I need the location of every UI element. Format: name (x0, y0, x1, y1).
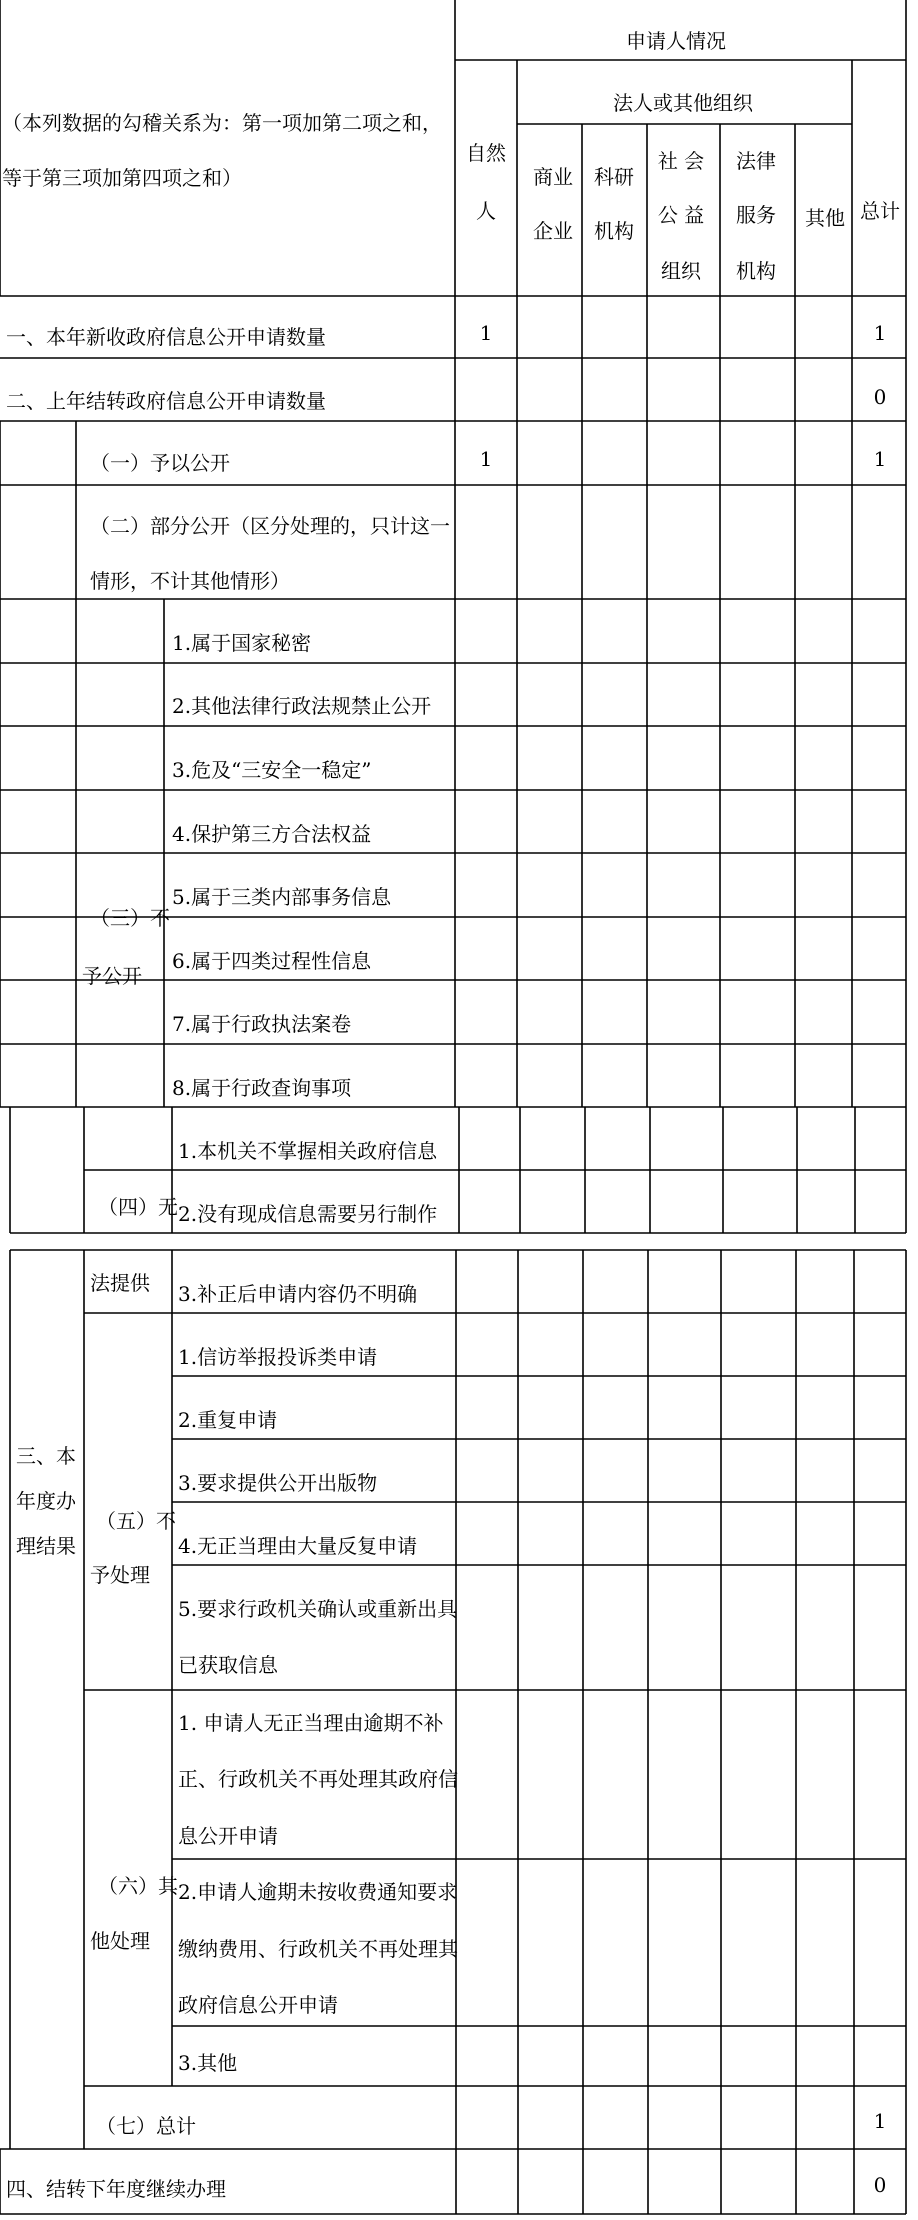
header-research-line-2: 机构 (594, 219, 634, 243)
header-social-line-1: 社 会 (657, 149, 705, 173)
row-cannot-provide-label-line-2: 法提供 (90, 1271, 150, 1295)
row-cannot-provide-label-line-1: （四）无 (98, 1195, 178, 1219)
header-other: 其他 (805, 206, 845, 230)
row-subtotal-label: （七）总计 (96, 2114, 196, 2138)
group-results-label-line-1: 三、本 (16, 1444, 76, 1468)
not-processed-item: 1.信访举报投诉类申请 (178, 1345, 378, 1369)
header-applicant-situation: 申请人情况 (626, 29, 726, 53)
header-natural-person-line-1: 自然 (466, 141, 506, 165)
not-disclosed-item: 6.属于四类过程性信息 (172, 949, 372, 973)
row-disclosed-total: 1 (873, 447, 887, 471)
header-social-line-3: 组织 (661, 259, 701, 283)
header-research-line-1: 科研 (594, 165, 634, 189)
not-processed-item: 3.要求提供公开出版物 (178, 1471, 378, 1495)
header-legal-service-line-1: 法律 (736, 149, 776, 173)
row-not-disclosed-label-line-1: （三）不 (90, 906, 170, 930)
header-legal-entity: 法人或其他组织 (613, 91, 753, 115)
row-not-disclosed-label-line-2: 予公开 (82, 964, 142, 988)
header-business-line-1: 商业 (533, 165, 573, 189)
row-new-requests-label: 一、本年新收政府信息公开申请数量 (6, 325, 326, 349)
other-processing-item-3: 3.其他 (178, 2051, 238, 2075)
not-processed-item: 4.无正当理由大量反复申请 (178, 1534, 418, 1558)
row-disclosed-natural: 1 (479, 447, 493, 471)
not-processed-item-5-line-2: 已获取信息 (178, 1653, 278, 1677)
not-disclosed-item: 4.保护第三方合法权益 (172, 822, 372, 846)
row-partial-label-line-2: 情形，不计其他情形） (90, 569, 290, 593)
row-carry-forward-label: 四、结转下年度继续办理 (6, 2177, 226, 2201)
header-natural-person-line-2: 人 (476, 199, 496, 223)
group-results-label-line-2: 年度办 (16, 1489, 76, 1513)
not-disclosed-item: 7.属于行政执法案卷 (172, 1012, 352, 1036)
row-carryover-label: 二、上年结转政府信息公开申请数量 (6, 389, 326, 413)
row-not-processed-label-line-1: （五）不 (96, 1509, 176, 1533)
other-processing-item-1-line-3: 息公开申请 (178, 1824, 278, 1848)
row-carry-forward-total: 0 (873, 2173, 887, 2197)
row-new-requests-natural: 1 (479, 321, 493, 345)
table-note-line-2: 等于第三项加第四项之和） (2, 166, 242, 190)
not-processed-item: 2.重复申请 (178, 1408, 278, 1432)
row-partial-label-line-1: （二）部分公开（区分处理的，只计这一 (90, 514, 450, 538)
not-disclosed-item: 2.其他法律行政法规禁止公开 (172, 694, 432, 718)
not-disclosed-item: 5.属于三类内部事务信息 (172, 885, 392, 909)
row-other-processing-label-line-2: 他处理 (90, 1929, 150, 1953)
other-processing-item-2-line-2: 缴纳费用、行政机关不再处理其 (178, 1937, 458, 1961)
cannot-provide-item: 3.补正后申请内容仍不明确 (178, 1282, 418, 1306)
header-business-line-2: 企业 (533, 219, 573, 243)
table-note-line-1: （本列数据的勾稽关系为：第一项加第二项之和， (2, 111, 442, 135)
cannot-provide-item: 1.本机关不掌握相关政府信息 (178, 1139, 438, 1163)
row-other-processing-label-line-1: （六）其 (98, 1874, 178, 1898)
row-new-requests-total: 1 (873, 321, 887, 345)
group-results-label-line-3: 理结果 (16, 1534, 76, 1558)
header-legal-service-line-2: 服务 (736, 203, 776, 227)
row-disclosed-label: （一）予以公开 (90, 451, 230, 475)
not-disclosed-item: 1.属于国家秘密 (172, 631, 312, 655)
table-text (2, 29, 900, 2201)
not-disclosed-item: 8.属于行政查询事项 (172, 1076, 352, 1100)
other-processing-item-1-line-2: 正、行政机关不再处理其政府信 (178, 1767, 458, 1791)
row-carryover-total: 0 (873, 385, 887, 409)
header-social-line-2: 公 益 (657, 203, 705, 227)
row-not-processed-label-line-2: 予处理 (90, 1563, 150, 1587)
other-processing-item-2-line-1: 2.申请人逾期未按收费通知要求 (178, 1880, 458, 1904)
not-processed-item-5-line-1: 5.要求行政机关确认或重新出具 (178, 1597, 458, 1621)
other-processing-item-1-line-1: 1. 申请人无正当理由逾期不补 (178, 1711, 444, 1735)
header-legal-service-line-3: 机构 (736, 259, 776, 283)
not-disclosed-item: 3.危及“三安全一稳定” (172, 758, 372, 782)
row-subtotal-total: 1 (873, 2109, 887, 2133)
other-processing-item-2-line-3: 政府信息公开申请 (178, 1993, 338, 2017)
header-total: 总计 (860, 199, 900, 223)
cannot-provide-item: 2.没有现成信息需要另行制作 (178, 1202, 438, 1226)
